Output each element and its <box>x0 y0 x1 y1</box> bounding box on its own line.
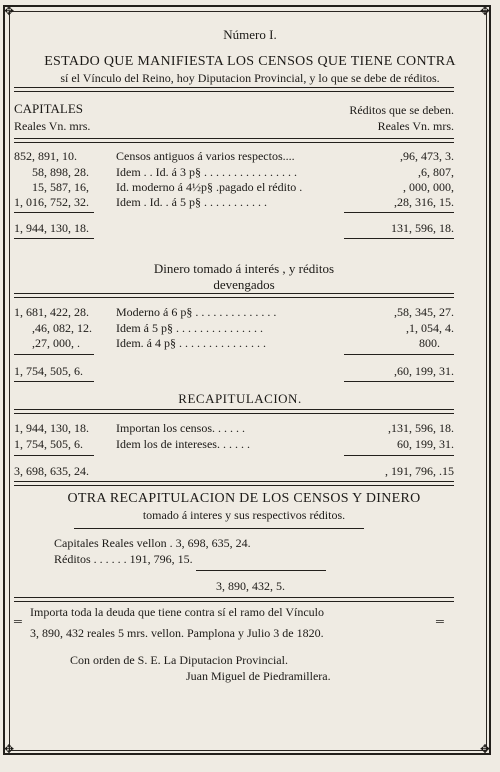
corner-ornament-icon: ✥ <box>3 4 15 18</box>
section2-rule <box>14 293 454 298</box>
redito-value: ,28, 316, 15. <box>394 195 454 209</box>
redito-value: ,6, 807, <box>418 165 454 179</box>
title-line-2: sí el Vínculo del Reino, hoy Diputacion Provincial, y lo que se debe de réditos. <box>60 71 440 85</box>
closing-line-3: Con orden de S. E. La Diputacion Provincial. <box>70 653 288 667</box>
row-description: Moderno á 6 p§ . . . . . . . . . . . . . . <box>116 305 277 319</box>
table-row <box>14 195 454 210</box>
otra-capitales-line: Capitales Reales vellon . 3, 698, 635, 24. <box>54 536 251 550</box>
capital-total: 3, 698, 635, 24. <box>14 464 89 478</box>
capital-value: 15, 587, 16, <box>32 180 89 194</box>
otra-heading-1: OTRA RECAPITULACION DE LOS CENSOS Y DINERO <box>67 491 421 506</box>
document-number: Número I. <box>223 27 277 42</box>
total-rule-left <box>14 238 94 239</box>
capital-total: 1, 754, 505, 6. <box>14 364 83 378</box>
redito-value: 800. <box>419 336 440 350</box>
capital-value: 58, 898, 28. <box>32 165 89 179</box>
sum-rule-left <box>14 212 94 213</box>
section2-heading-2: devengados <box>213 277 275 292</box>
table-row <box>14 437 454 452</box>
corner-ornament-icon: ✥ <box>3 742 15 756</box>
column-heading-rule <box>14 138 454 143</box>
total-rule-left <box>14 381 94 382</box>
total-row <box>14 464 454 479</box>
recap-heading: RECAPITULACION. <box>178 391 302 406</box>
sum-rule-right <box>344 354 454 355</box>
sum-rule-left <box>14 354 94 355</box>
sum-rule-left <box>14 455 94 456</box>
row-description: Idem . Id. . á 5 p§ . . . . . . . . . . . <box>116 195 267 209</box>
signature: Juan Miguel de Piedramillera. <box>186 669 331 683</box>
column-capitales-sub: Reales Vn. mrs. <box>14 119 91 133</box>
capital-value: 1, 754, 505, 6. <box>14 437 83 451</box>
capital-value: 852, 891, 10. <box>14 149 77 163</box>
total-rule-right <box>344 238 454 239</box>
table-row <box>14 305 454 320</box>
capital-value: 1, 016, 752, 32. <box>14 195 89 209</box>
corner-ornament-icon: ✥ <box>479 4 491 18</box>
otra-sum-rule <box>196 570 326 571</box>
capital-value: 1, 681, 422, 28. <box>14 305 89 319</box>
column-reditos-title: Réditos que se deben. <box>349 103 454 117</box>
capital-total: 1, 944, 130, 18. <box>14 221 89 235</box>
corner-ornament-icon: ✥ <box>479 742 491 756</box>
recap-rule <box>14 409 454 414</box>
row-description: Idem á 5 p§ . . . . . . . . . . . . . . . <box>116 321 263 335</box>
row-description: Idem. á 4 p§ . . . . . . . . . . . . . . . <box>116 336 266 350</box>
column-reditos-sub: Reales Vn. mrs. <box>377 119 454 133</box>
otra-total: 3, 890, 432, 5. <box>216 579 285 593</box>
redito-value: , 000, 000, <box>403 180 454 194</box>
otra-rule <box>74 528 364 529</box>
table-row <box>14 336 454 351</box>
table-row <box>14 421 454 436</box>
recap-total-rule <box>14 481 454 486</box>
header-rule <box>14 87 454 92</box>
redito-total: ,60, 199, 31. <box>394 364 454 378</box>
closing-line-2: 3, 890, 432 reales 5 mrs. vellon. Pamplona y Julio 3 de 1820. <box>30 626 324 640</box>
total-row <box>14 221 454 236</box>
otra-reditos-line: Réditos . . . . . . 191, 796, 15. <box>54 552 193 566</box>
total-rule-right <box>344 381 454 382</box>
title-line-1: ESTADO QUE MANIFIESTA LOS CENSOS QUE TIENE CONTRA <box>44 54 456 69</box>
redito-total: , 191, 796, .15 <box>385 464 454 478</box>
closing-mark-left: ═ <box>14 616 22 628</box>
row-description: Id. moderno á 4½p§ .pagado el rédito . <box>116 180 303 194</box>
sum-rule-right <box>344 212 454 213</box>
capital-value: ,27, 000, . <box>32 336 80 350</box>
redito-value: ,131, 596, 18. <box>388 421 454 435</box>
closing-mark-right: ═ <box>436 616 444 628</box>
redito-value: ,96, 473, 3. <box>400 149 454 163</box>
row-description: Censos antiguos á varios respectos.... <box>116 149 295 163</box>
table-row <box>14 149 454 164</box>
otra-total-rule <box>14 597 454 602</box>
table-row <box>14 321 454 336</box>
table-row <box>14 180 454 195</box>
row-description: Idem los de intereses. . . . . . <box>116 437 250 451</box>
total-row <box>14 364 454 379</box>
table-row <box>14 165 454 180</box>
column-capitales-title: CAPITALES <box>14 101 84 116</box>
redito-total: 131, 596, 18. <box>391 221 454 235</box>
redito-value: ,1, 054, 4. <box>406 321 454 335</box>
closing-line-1: Importa toda la deuda que tiene contra sí el ramo del Vínculo <box>30 605 325 619</box>
redito-value: 60, 199, 31. <box>397 437 454 451</box>
capital-value: ,46, 082, 12. <box>32 321 92 335</box>
row-description: Idem . . Id. á 3 p§ . . . . . . . . . . . . . . . . <box>116 165 297 179</box>
capital-value: 1, 944, 130, 18. <box>14 421 89 435</box>
redito-value: ,58, 345, 27. <box>394 305 454 319</box>
row-description: Importan los censos. . . . . . <box>116 421 245 435</box>
otra-heading-2: tomado á interes y sus respectivos réditos. <box>142 508 346 522</box>
sum-rule-right <box>344 455 454 456</box>
section2-heading-1: Dinero tomado á interés , y réditos <box>153 261 335 276</box>
